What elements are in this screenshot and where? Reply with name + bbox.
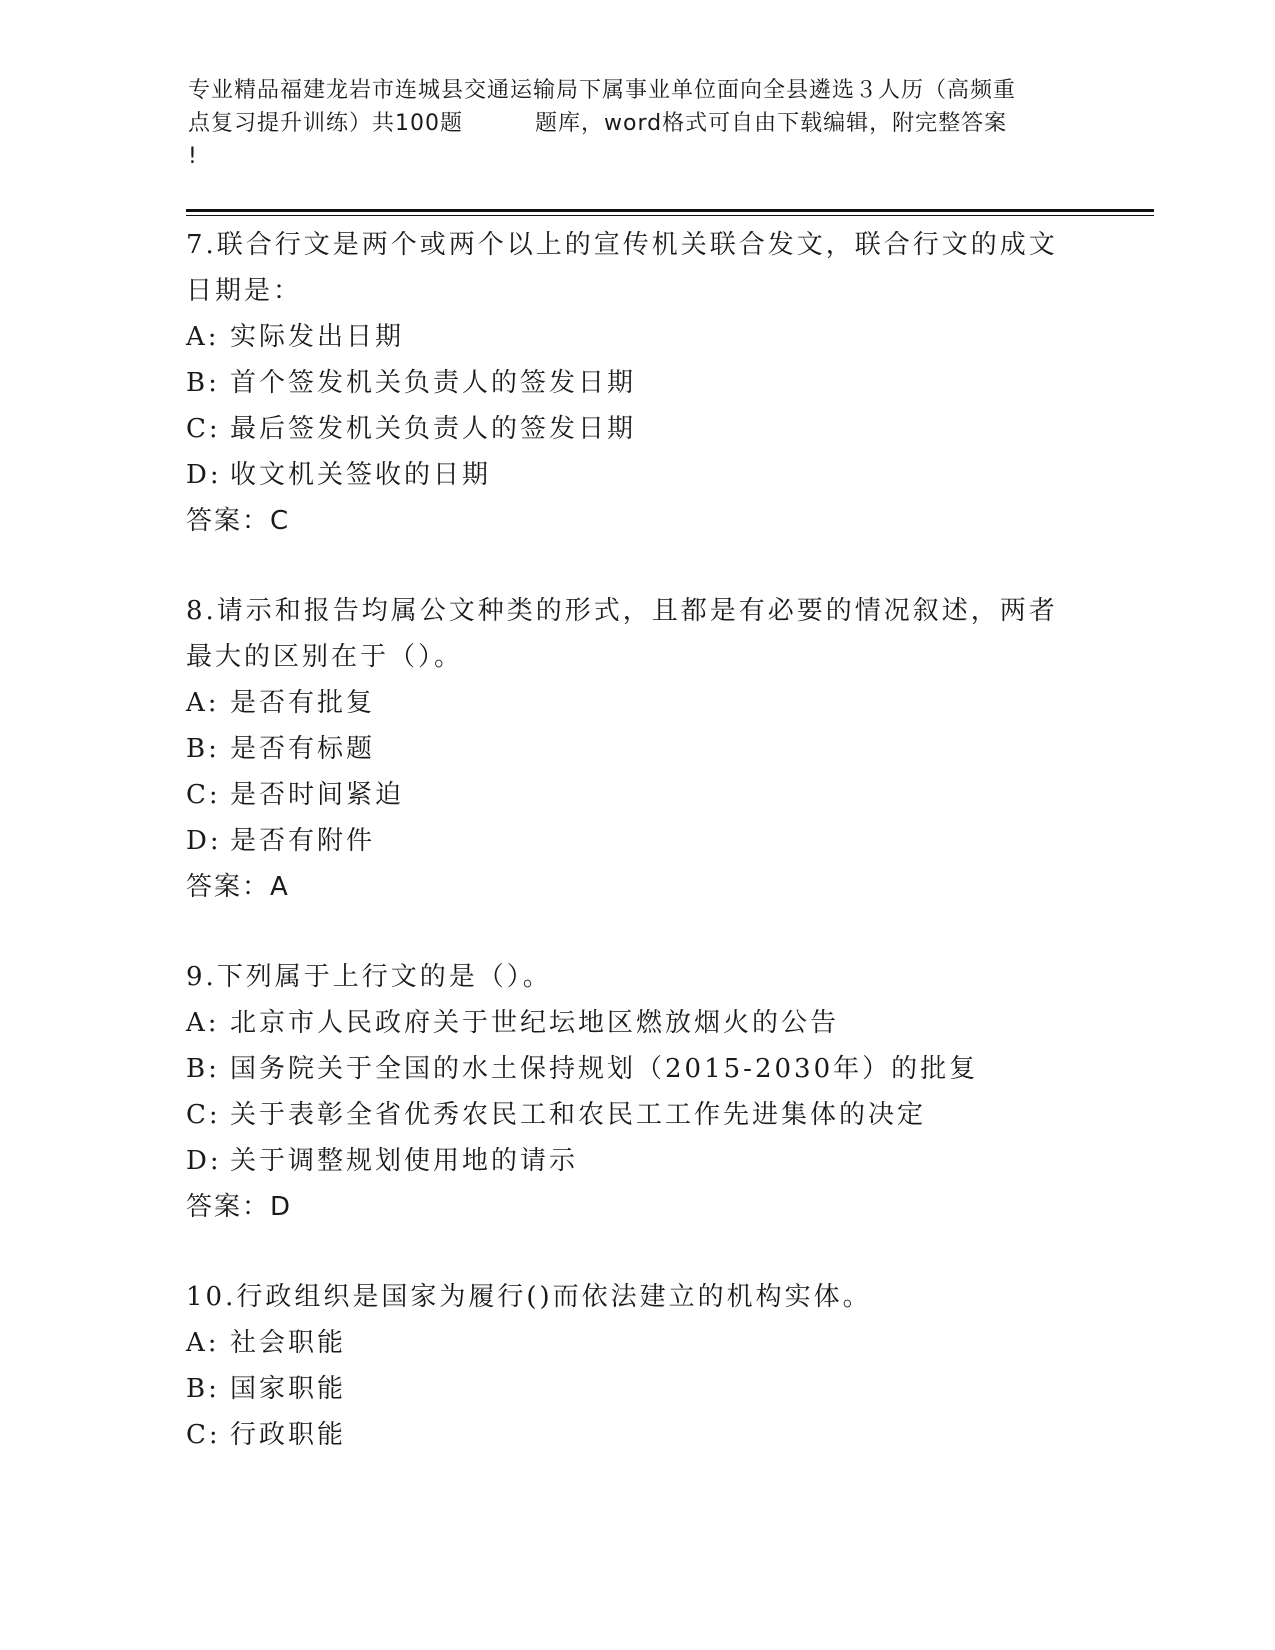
option-letter: D:: [186, 1146, 222, 1176]
option-b: [186, 726, 1086, 772]
option-text: 最后签发机关负责人的签发日期: [230, 414, 637, 444]
document-header: [188, 74, 1088, 173]
option-text: 首个签发机关负责人的签发日期: [230, 368, 637, 398]
option-letter: C:: [186, 780, 221, 810]
option-letter: C:: [186, 1100, 221, 1130]
option-text: 关于调整规划使用地的请示: [230, 1146, 579, 1176]
option-c: [186, 1092, 1086, 1138]
question-text-line: 8.请示和报告均属公文种类的形式，且都是有必要的情况叙述，两者: [186, 596, 1058, 626]
header-line-1: 专业精品福建龙岩市连城县交通运输局下属事业单位面向全县遴选３人历（高频重: [188, 78, 1017, 103]
option-b: [186, 1046, 1086, 1092]
option-letter: A:: [186, 688, 220, 718]
option-d: [186, 818, 1086, 864]
option-letter: B:: [186, 1054, 220, 1084]
question-9: [186, 954, 1086, 1230]
option-text: 北京市人民政府关于世纪坛地区燃放烟火的公告: [230, 1008, 840, 1038]
option-text: 国务院关于全国的水土保持规划（2015-2030年）的批复: [230, 1054, 979, 1084]
option-letter: B:: [186, 1374, 220, 1404]
option-letter: A:: [186, 1328, 220, 1358]
option-letter: D:: [186, 826, 222, 856]
question-text-line: 10.行政组织是国家为履行()而依法建立的机构实体。: [186, 1282, 872, 1312]
header-rule-thick: [186, 209, 1154, 212]
option-text: 是否时间紧迫: [230, 780, 405, 810]
option-letter: C:: [186, 414, 221, 444]
question-7: [186, 222, 1086, 544]
option-c: [186, 772, 1086, 818]
option-c: [186, 406, 1086, 452]
option-a: [186, 1320, 1086, 1366]
option-a: [186, 1000, 1086, 1046]
option-text: 收文机关签收的日期: [230, 460, 492, 490]
option-text: 关于表彰全省优秀农民工和农民工工作先进集体的决定: [230, 1100, 927, 1130]
option-d: [186, 1138, 1086, 1184]
header-line-2-part-1: 点复习提升训练）共100题: [188, 111, 463, 136]
option-d: [186, 452, 1086, 498]
answer-line: 答案：D: [186, 1192, 293, 1222]
question-8: [186, 588, 1086, 910]
option-letter: D:: [186, 460, 222, 490]
option-letter: A:: [186, 322, 220, 352]
header-line-3: !: [188, 144, 198, 169]
question-text-line: 7.联合行文是两个或两个以上的宣传机关联合发文，联合行文的成文: [186, 230, 1058, 260]
option-c: [186, 1412, 1086, 1458]
question-text-line: 最大的区别在于（）。: [186, 642, 464, 672]
option-b: [186, 1366, 1086, 1412]
option-letter: B:: [186, 368, 220, 398]
question-10: [186, 1274, 1086, 1458]
option-letter: B:: [186, 734, 220, 764]
option-a: [186, 680, 1086, 726]
question-text-line: 9.下列属于上行文的是（）。: [186, 962, 552, 992]
option-text: 社会职能: [230, 1328, 347, 1358]
answer-line: 答案：C: [186, 506, 291, 536]
question-list: [186, 222, 1086, 1502]
answer-line: 答案：A: [186, 872, 290, 902]
header-line-2-part-2: 题库，word格式可自由下载编辑，附完整答案: [535, 111, 1008, 136]
question-text-line: 日期是：: [186, 276, 303, 306]
option-letter: C:: [186, 1420, 221, 1450]
option-text: 是否有批复: [230, 688, 376, 718]
option-text: 行政职能: [230, 1420, 347, 1450]
option-text: 实际发出日期: [230, 322, 405, 352]
option-text: 国家职能: [230, 1374, 347, 1404]
option-letter: A:: [186, 1008, 220, 1038]
option-text: 是否有附件: [230, 826, 376, 856]
header-rule-thin: [186, 215, 1154, 216]
option-text: 是否有标题: [230, 734, 376, 764]
option-b: [186, 360, 1086, 406]
header-line-2: [188, 107, 1088, 140]
option-a: [186, 314, 1086, 360]
